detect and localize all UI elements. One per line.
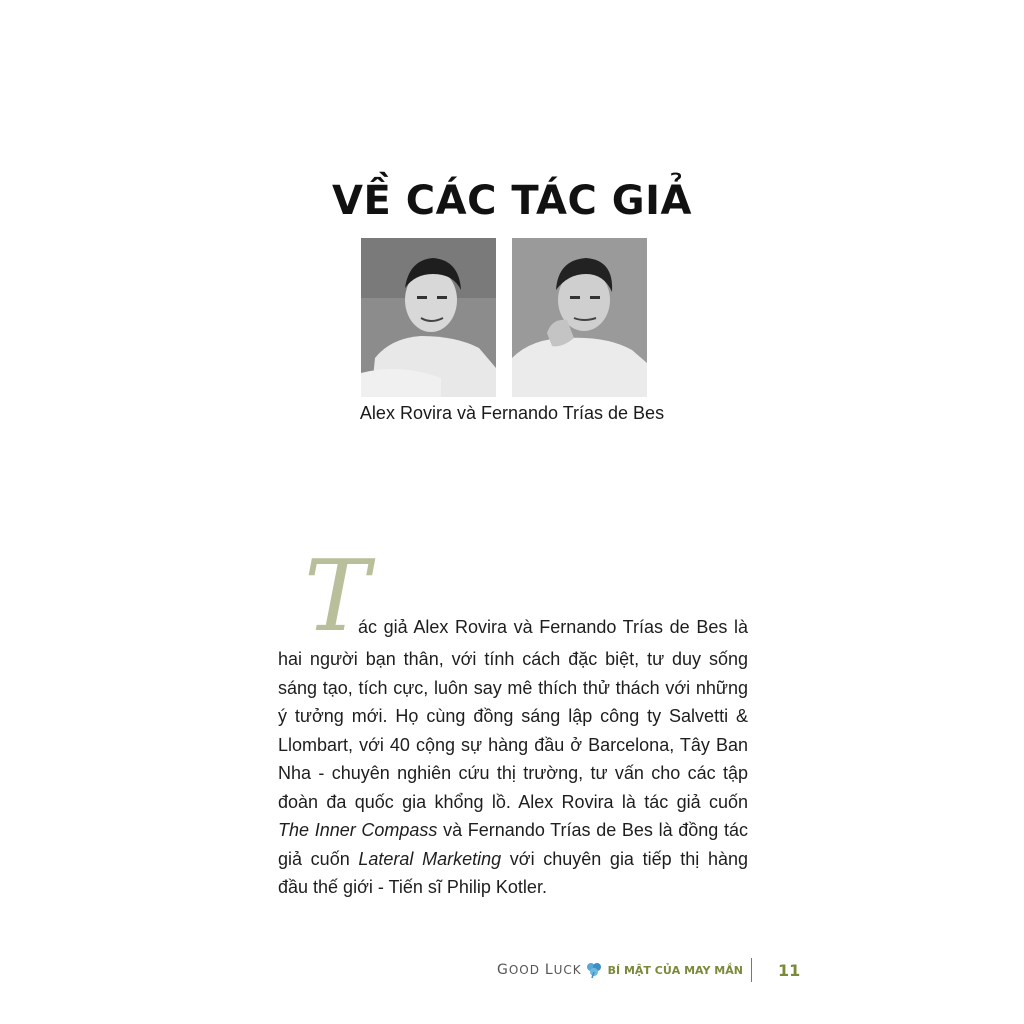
footer-book-title: GOOD LUCK (497, 962, 582, 978)
photo-caption: Alex Rovira và Fernando Trías de Bes (359, 403, 665, 423)
paragraph-line: đoàn đa quốc gia khổng lồ. Alex Rovira là tác giả cuốn (278, 791, 748, 812)
paragraph-line: Nha - chuyên nghiên cứu thị trường, tư vấn cho các tập (278, 763, 748, 783)
paragraph-line: Llombart, với 40 cộng sự hàng đầu ở Barcelona, Tây Ban (278, 734, 748, 755)
paragraph-line (278, 816, 748, 845)
paragraph-line: hai người bạn thân, với tính cách đặc biệt, tư duy sống (278, 649, 748, 669)
paragraph-line: đầu thế giới - Tiến sĩ Philip Kotler. (278, 877, 547, 897)
paragraph-line-pre: giả cuốn (278, 848, 359, 869)
paragraph-line: sáng tạo, tích cực, luôn say mê thích thử thách với những (278, 677, 748, 698)
page-number: 11 (777, 960, 801, 980)
paragraph-first-line (358, 617, 748, 638)
page-footer (497, 958, 800, 982)
paragraph-line-rest: và Fernando Trías de Bes là đồng tác (437, 820, 748, 840)
paragraph-line: ác giả Alex Rovira và Fernando Trías de Bes là (358, 617, 748, 637)
paragraph-line: ý tưởng mới. Họ cùng đồng sáng lập công ty Salvetti & (278, 706, 748, 726)
drop-cap: T (304, 540, 370, 654)
author-photo-alex-rovira (361, 238, 496, 397)
author-photo-fernando-trias-de-bes (512, 238, 647, 397)
page-title: VỀ CÁC TÁC GIẢ (332, 178, 692, 224)
footer-divider (751, 958, 752, 982)
clover-icon (584, 961, 604, 979)
footer-subtitle: BÍ MẬT CỦA MAY MẮN (607, 963, 743, 977)
paragraph-line-rest: với chuyên gia tiếp thị hàng (501, 848, 748, 869)
paragraph-line (278, 845, 748, 874)
book-title-lateral-marketing: Lateral Marketing (358, 848, 502, 869)
author-paragraph (278, 645, 748, 902)
book-title-inner-compass: The Inner Compass (278, 820, 438, 840)
